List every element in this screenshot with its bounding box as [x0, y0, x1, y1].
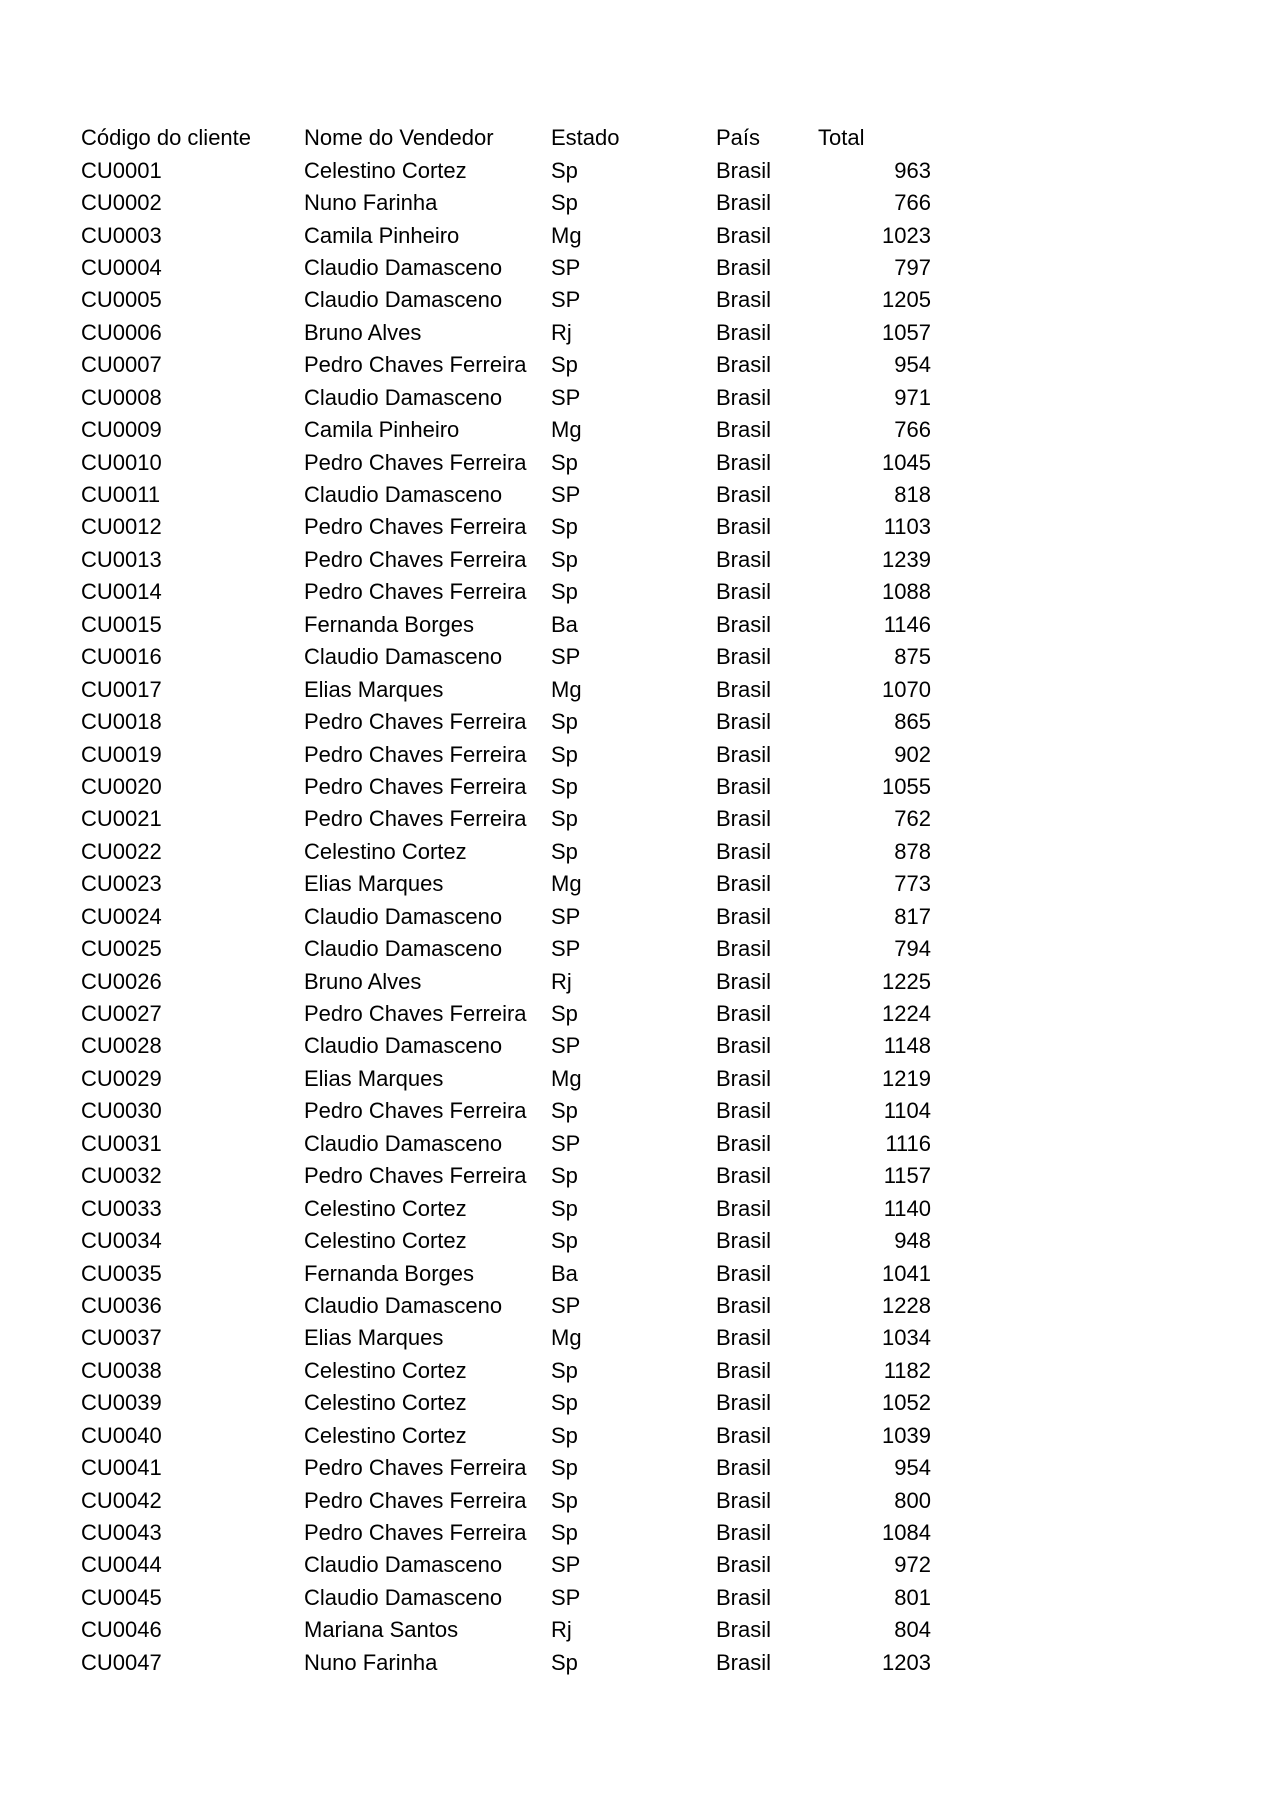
cell-vendedor: Pedro Chaves Ferreira: [304, 546, 527, 572]
cell-codigo: CU0026: [81, 968, 162, 994]
cell-total: 1157: [883, 1163, 931, 1189]
cell-estado: Mg: [551, 676, 582, 702]
cell-codigo: CU0028: [81, 1033, 162, 1059]
cell-codigo: CU0032: [81, 1163, 162, 1189]
cell-vendedor: Claudio Damasceno: [304, 1292, 503, 1318]
cell-total: 875: [894, 644, 931, 670]
cell-codigo: CU0038: [81, 1357, 162, 1383]
cell-pais: Brasil: [716, 1065, 772, 1091]
table-row: [81, 187, 931, 219]
cell-codigo: CU0042: [81, 1487, 162, 1513]
cell-pais: Brasil: [716, 1552, 772, 1578]
cell-total: 1146: [883, 611, 931, 637]
table-row: [81, 446, 931, 478]
cell-vendedor: Camila Pinheiro: [304, 417, 460, 443]
cell-estado: SP: [551, 644, 581, 670]
cell-estado: SP: [551, 1033, 581, 1059]
cell-codigo: CU0034: [81, 1228, 162, 1254]
cell-total: 954: [894, 352, 931, 378]
cell-pais: Brasil: [716, 1584, 772, 1610]
cell-estado: Mg: [551, 871, 582, 897]
cell-pais: Brasil: [716, 319, 772, 345]
cell-estado: Mg: [551, 222, 582, 248]
cell-codigo: CU0030: [81, 1098, 162, 1124]
cell-vendedor: Celestino Cortez: [304, 1422, 467, 1448]
cell-codigo: CU0022: [81, 838, 162, 864]
cell-total: 865: [894, 709, 931, 735]
customer-table: [81, 122, 931, 1679]
table-row: [81, 1647, 931, 1679]
cell-estado: Sp: [551, 709, 578, 735]
cell-total: 1084: [882, 1520, 931, 1546]
cell-pais: Brasil: [716, 838, 772, 864]
cell-vendedor: Claudio Damasceno: [304, 1552, 503, 1578]
table-row: [81, 1582, 931, 1614]
cell-estado: Sp: [551, 546, 578, 572]
cell-vendedor: Pedro Chaves Ferreira: [304, 741, 527, 767]
cell-vendedor: Claudio Damasceno: [304, 1130, 503, 1156]
cell-total: 773: [894, 871, 931, 897]
cell-pais: Brasil: [716, 1228, 772, 1254]
cell-pais: Brasil: [716, 546, 772, 572]
cell-total: 1039: [882, 1422, 931, 1448]
cell-estado: Sp: [551, 1487, 578, 1513]
cell-vendedor: Claudio Damasceno: [304, 1033, 503, 1059]
cell-vendedor: Claudio Damasceno: [304, 936, 503, 962]
cell-estado: SP: [551, 287, 581, 313]
cell-vendedor: Pedro Chaves Ferreira: [304, 579, 527, 605]
cell-pais: Brasil: [716, 190, 772, 216]
cell-estado: Sp: [551, 1422, 578, 1448]
cell-total: 800: [894, 1487, 931, 1513]
cell-pais: Brasil: [716, 968, 772, 994]
cell-total: 1224: [882, 1001, 931, 1027]
cell-codigo: CU0007: [81, 352, 162, 378]
cell-codigo: CU0024: [81, 903, 162, 929]
table-row: [81, 673, 931, 705]
cell-total: 1045: [882, 449, 931, 475]
table-body: [81, 154, 931, 1679]
cell-vendedor: Camila Pinheiro: [304, 222, 460, 248]
cell-codigo: CU0039: [81, 1390, 162, 1416]
table-row: [81, 1517, 931, 1549]
table-row: [81, 479, 931, 511]
table-row: [81, 544, 931, 576]
cell-pais: Brasil: [716, 903, 772, 929]
cell-estado: Sp: [551, 514, 578, 540]
cell-vendedor: Pedro Chaves Ferreira: [304, 1098, 527, 1124]
cell-total: 762: [894, 806, 931, 832]
cell-total: 1148: [883, 1033, 931, 1059]
cell-total: 878: [894, 838, 931, 864]
cell-vendedor: Claudio Damasceno: [304, 287, 503, 313]
cell-codigo: CU0012: [81, 514, 162, 540]
cell-codigo: CU0017: [81, 676, 162, 702]
cell-total: 817: [894, 903, 931, 929]
cell-total: 801: [894, 1584, 931, 1610]
cell-total: 954: [894, 1455, 931, 1481]
cell-total: 1023: [882, 222, 931, 248]
cell-codigo: CU0021: [81, 806, 162, 832]
cell-codigo: CU0031: [81, 1130, 162, 1156]
cell-pais: Brasil: [716, 1260, 772, 1286]
cell-pais: Brasil: [716, 1325, 772, 1351]
cell-vendedor: Fernanda Borges: [304, 611, 474, 637]
table-row: [81, 933, 931, 965]
table-row: [81, 1420, 931, 1452]
table-row: [81, 1128, 931, 1160]
cell-total: 1052: [882, 1390, 931, 1416]
cell-pais: Brasil: [716, 222, 772, 248]
cell-pais: Brasil: [716, 1455, 772, 1481]
cell-codigo: CU0019: [81, 741, 162, 767]
cell-codigo: CU0025: [81, 936, 162, 962]
cell-pais: Brasil: [716, 741, 772, 767]
table-row: [81, 836, 931, 868]
table-row: [81, 317, 931, 349]
header-pais: País: [716, 125, 761, 151]
cell-codigo: CU0027: [81, 1001, 162, 1027]
cell-total: 1103: [883, 514, 931, 540]
cell-total: 902: [894, 741, 931, 767]
cell-pais: Brasil: [716, 1195, 772, 1221]
table-row: [81, 382, 931, 414]
table-row: [81, 1452, 931, 1484]
cell-codigo: CU0011: [81, 482, 161, 508]
cell-pais: Brasil: [716, 254, 772, 280]
table-row: [81, 252, 931, 284]
cell-pais: Brasil: [716, 417, 772, 443]
cell-total: 766: [894, 417, 931, 443]
table-row: [81, 154, 931, 186]
cell-pais: Brasil: [716, 644, 772, 670]
cell-estado: SP: [551, 254, 581, 280]
cell-estado: SP: [551, 903, 581, 929]
cell-estado: Rj: [551, 319, 572, 345]
cell-pais: Brasil: [716, 514, 772, 540]
table-row: [81, 1387, 931, 1419]
table-row: [81, 1614, 931, 1646]
table-row: [81, 1549, 931, 1581]
cell-pais: Brasil: [716, 579, 772, 605]
table-row: [81, 1225, 931, 1257]
cell-vendedor: Claudio Damasceno: [304, 254, 503, 280]
cell-pais: Brasil: [716, 1390, 772, 1416]
cell-pais: Brasil: [716, 449, 772, 475]
cell-estado: Mg: [551, 1325, 582, 1351]
cell-estado: Sp: [551, 806, 578, 832]
cell-codigo: CU0002: [81, 190, 162, 216]
cell-vendedor: Bruno Alves: [304, 968, 422, 994]
cell-vendedor: Celestino Cortez: [304, 1390, 467, 1416]
cell-estado: Sp: [551, 773, 578, 799]
table-row: [81, 706, 931, 738]
cell-total: 1057: [882, 319, 931, 345]
cell-total: 1203: [882, 1649, 931, 1675]
table-row: [81, 1484, 931, 1516]
cell-vendedor: Bruno Alves: [304, 319, 422, 345]
cell-pais: Brasil: [716, 1422, 772, 1448]
cell-pais: Brasil: [716, 352, 772, 378]
cell-vendedor: Claudio Damasceno: [304, 482, 503, 508]
cell-vendedor: Elias Marques: [304, 1325, 444, 1351]
cell-estado: Sp: [551, 1390, 578, 1416]
table-row: [81, 1160, 931, 1192]
cell-pais: Brasil: [716, 384, 772, 410]
cell-total: 1219: [882, 1065, 931, 1091]
cell-estado: Sp: [551, 190, 578, 216]
cell-codigo: CU0005: [81, 287, 162, 313]
table-row: [81, 1095, 931, 1127]
cell-pais: Brasil: [716, 1163, 772, 1189]
cell-codigo: CU0029: [81, 1065, 162, 1091]
cell-vendedor: Celestino Cortez: [304, 1357, 467, 1383]
cell-codigo: CU0037: [81, 1325, 162, 1351]
cell-pais: Brasil: [716, 287, 772, 313]
table-row: [81, 284, 931, 316]
cell-total: 1070: [882, 676, 931, 702]
cell-codigo: CU0006: [81, 319, 162, 345]
cell-estado: Rj: [551, 968, 572, 994]
cell-estado: Sp: [551, 1001, 578, 1027]
cell-total: 963: [894, 157, 931, 183]
cell-pais: Brasil: [716, 806, 772, 832]
table-row: [81, 576, 931, 608]
cell-estado: Sp: [551, 838, 578, 864]
cell-total: 948: [894, 1228, 931, 1254]
cell-vendedor: Pedro Chaves Ferreira: [304, 806, 527, 832]
cell-vendedor: Fernanda Borges: [304, 1260, 474, 1286]
cell-total: 1182: [883, 1357, 931, 1383]
header-nome-do-vendedor: Nome do Vendedor: [304, 125, 494, 151]
cell-total: 794: [894, 936, 931, 962]
cell-estado: Sp: [551, 1098, 578, 1124]
table-row: [81, 1355, 931, 1387]
cell-vendedor: Pedro Chaves Ferreira: [304, 1001, 527, 1027]
cell-estado: SP: [551, 936, 581, 962]
cell-total: 1055: [882, 773, 931, 799]
cell-vendedor: Pedro Chaves Ferreira: [304, 514, 527, 540]
cell-pais: Brasil: [716, 1617, 772, 1643]
cell-estado: Sp: [551, 1357, 578, 1383]
cell-codigo: CU0023: [81, 871, 162, 897]
cell-codigo: CU0018: [81, 709, 162, 735]
table-row: [81, 414, 931, 446]
cell-total: 1104: [883, 1098, 931, 1124]
cell-vendedor: Claudio Damasceno: [304, 903, 503, 929]
cell-vendedor: Pedro Chaves Ferreira: [304, 1163, 527, 1189]
cell-pais: Brasil: [716, 1098, 772, 1124]
cell-pais: Brasil: [716, 1520, 772, 1546]
cell-codigo: CU0047: [81, 1649, 162, 1675]
cell-pais: Brasil: [716, 611, 772, 637]
table-row: [81, 609, 931, 641]
table-row: [81, 1063, 931, 1095]
cell-codigo: CU0040: [81, 1422, 162, 1448]
cell-codigo: CU0046: [81, 1617, 162, 1643]
cell-estado: Rj: [551, 1617, 572, 1643]
cell-pais: Brasil: [716, 1649, 772, 1675]
cell-pais: Brasil: [716, 1292, 772, 1318]
cell-vendedor: Pedro Chaves Ferreira: [304, 449, 527, 475]
cell-estado: SP: [551, 1292, 581, 1318]
cell-total: 797: [894, 254, 931, 280]
cell-total: 1239: [882, 546, 931, 572]
cell-codigo: CU0020: [81, 773, 162, 799]
cell-codigo: CU0043: [81, 1520, 162, 1546]
cell-total: 971: [894, 384, 931, 410]
cell-vendedor: Celestino Cortez: [304, 1228, 467, 1254]
cell-vendedor: Pedro Chaves Ferreira: [304, 1487, 527, 1513]
cell-pais: Brasil: [716, 871, 772, 897]
cell-estado: Ba: [551, 611, 578, 637]
cell-pais: Brasil: [716, 709, 772, 735]
cell-total: 1088: [882, 579, 931, 605]
cell-codigo: CU0003: [81, 222, 162, 248]
cell-estado: Sp: [551, 352, 578, 378]
cell-estado: Mg: [551, 1065, 582, 1091]
table-row: [81, 803, 931, 835]
cell-pais: Brasil: [716, 773, 772, 799]
cell-vendedor: Pedro Chaves Ferreira: [304, 352, 527, 378]
cell-estado: Sp: [551, 449, 578, 475]
cell-total: 804: [894, 1617, 931, 1643]
header-estado: Estado: [551, 125, 620, 151]
table-row: [81, 1290, 931, 1322]
table-row: [81, 998, 931, 1030]
cell-pais: Brasil: [716, 157, 772, 183]
cell-vendedor: Claudio Damasceno: [304, 644, 503, 670]
cell-total: 1225: [882, 968, 931, 994]
table-row: [81, 901, 931, 933]
cell-pais: Brasil: [716, 1001, 772, 1027]
cell-codigo: CU0016: [81, 644, 162, 670]
cell-codigo: CU0008: [81, 384, 162, 410]
cell-vendedor: Claudio Damasceno: [304, 384, 503, 410]
cell-estado: SP: [551, 384, 581, 410]
cell-codigo: CU0004: [81, 254, 162, 280]
spreadsheet-page: [81, 122, 961, 1679]
cell-total: 1140: [883, 1195, 931, 1221]
table-row: [81, 219, 931, 251]
cell-vendedor: Pedro Chaves Ferreira: [304, 1520, 527, 1546]
cell-vendedor: Celestino Cortez: [304, 157, 467, 183]
cell-vendedor: Elias Marques: [304, 1065, 444, 1091]
cell-estado: Sp: [551, 579, 578, 605]
cell-total: 1041: [882, 1260, 931, 1286]
cell-pais: Brasil: [716, 482, 772, 508]
cell-estado: Sp: [551, 1455, 578, 1481]
cell-total: 1228: [882, 1292, 931, 1318]
cell-total: 1034: [882, 1325, 931, 1351]
cell-total: 766: [894, 190, 931, 216]
cell-vendedor: Nuno Farinha: [304, 190, 438, 216]
cell-codigo: CU0045: [81, 1584, 162, 1610]
cell-codigo: CU0013: [81, 546, 162, 572]
cell-estado: Sp: [551, 1163, 578, 1189]
cell-codigo: CU0041: [81, 1455, 162, 1481]
table-row: [81, 641, 931, 673]
cell-codigo: CU0036: [81, 1292, 162, 1318]
cell-codigo: CU0015: [81, 611, 162, 637]
cell-total: 818: [894, 482, 931, 508]
cell-estado: SP: [551, 1552, 581, 1578]
table-row: [81, 349, 931, 381]
cell-estado: SP: [551, 1584, 581, 1610]
cell-estado: Mg: [551, 417, 582, 443]
cell-codigo: CU0035: [81, 1260, 162, 1286]
cell-vendedor: Pedro Chaves Ferreira: [304, 709, 527, 735]
cell-estado: Ba: [551, 1260, 578, 1286]
cell-vendedor: Elias Marques: [304, 871, 444, 897]
cell-vendedor: Mariana Santos: [304, 1617, 459, 1643]
cell-vendedor: Celestino Cortez: [304, 838, 467, 864]
cell-codigo: CU0014: [81, 579, 162, 605]
cell-estado: Sp: [551, 1195, 578, 1221]
cell-estado: Sp: [551, 1520, 578, 1546]
table-row: [81, 965, 931, 997]
cell-pais: Brasil: [716, 676, 772, 702]
cell-estado: SP: [551, 1130, 581, 1156]
table-row: [81, 511, 931, 543]
cell-vendedor: Nuno Farinha: [304, 1649, 438, 1675]
cell-estado: Sp: [551, 1649, 578, 1675]
cell-codigo: CU0044: [81, 1552, 162, 1578]
cell-estado: Sp: [551, 157, 578, 183]
cell-pais: Brasil: [716, 1487, 772, 1513]
cell-pais: Brasil: [716, 936, 772, 962]
cell-codigo: CU0001: [81, 157, 162, 183]
cell-codigo: CU0009: [81, 417, 162, 443]
cell-total: 1205: [882, 287, 931, 313]
header-total: Total: [818, 125, 865, 151]
table-row: [81, 1257, 931, 1289]
cell-codigo: CU0010: [81, 449, 162, 475]
cell-vendedor: Claudio Damasceno: [304, 1584, 503, 1610]
cell-total: 972: [894, 1552, 931, 1578]
cell-total: 1116: [885, 1130, 931, 1156]
cell-pais: Brasil: [716, 1357, 772, 1383]
cell-vendedor: Pedro Chaves Ferreira: [304, 773, 527, 799]
table-row: [81, 771, 931, 803]
table-row: [81, 738, 931, 770]
cell-pais: Brasil: [716, 1130, 772, 1156]
cell-vendedor: Celestino Cortez: [304, 1195, 467, 1221]
cell-vendedor: Pedro Chaves Ferreira: [304, 1455, 527, 1481]
cell-pais: Brasil: [716, 1033, 772, 1059]
table-row: [81, 1192, 931, 1224]
table-header-row: [81, 122, 931, 154]
cell-codigo: CU0033: [81, 1195, 162, 1221]
cell-estado: Sp: [551, 1228, 578, 1254]
table-row: [81, 868, 931, 900]
cell-vendedor: Elias Marques: [304, 676, 444, 702]
cell-estado: Sp: [551, 741, 578, 767]
cell-estado: SP: [551, 482, 581, 508]
table-row: [81, 1030, 931, 1062]
table-row: [81, 1322, 931, 1354]
header-codigo-do-cliente: Código do cliente: [81, 125, 252, 151]
